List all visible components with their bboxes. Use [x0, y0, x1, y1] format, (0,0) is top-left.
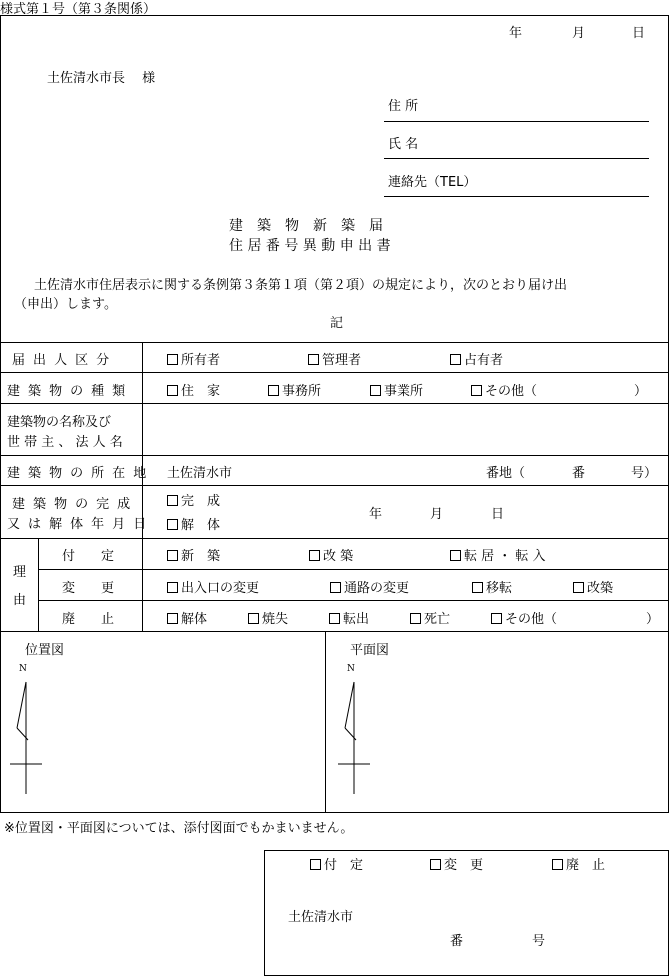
- checkbox-icon: [167, 582, 178, 593]
- applicant-address-label: 住 所: [388, 99, 419, 114]
- location-label: 建 築 物 の 所 在 地: [7, 466, 149, 481]
- checkbox-icon: [370, 385, 381, 396]
- office-ban: 番: [450, 934, 464, 949]
- checkbox-owner[interactable]: 所有者: [167, 349, 220, 368]
- checkbox-death[interactable]: 死亡: [410, 608, 450, 627]
- row-line-2: [0, 403, 669, 404]
- checkbox-icon: [410, 613, 421, 624]
- applicant-name-label: 氏 名: [388, 137, 419, 152]
- completion-label-1: 建 築 物 の 完 成: [12, 497, 133, 512]
- checkbox-residence[interactable]: 住 家: [167, 380, 220, 399]
- checkbox-path-change[interactable]: 通路の変更: [330, 577, 409, 596]
- table-bottom-line: [0, 631, 669, 632]
- checkbox-manager[interactable]: 管理者: [308, 349, 361, 368]
- checkbox-other-reason[interactable]: その他（: [491, 608, 557, 627]
- checkbox-icon: [491, 613, 502, 624]
- checkbox-icon: [309, 550, 320, 561]
- body-line1: 土佐清水市住居表示に関する条例第３条第１項（第２項）の規定により，次のとおり届け出: [34, 278, 568, 293]
- map-note: ※位置図・平面図については、添付図面でもかまいません。: [4, 821, 354, 836]
- checkbox-move-out[interactable]: 転出: [329, 608, 369, 627]
- checkbox-icon: [450, 354, 461, 365]
- location-map-label: 位置図: [25, 643, 65, 658]
- body-line2: （申出）します。: [14, 297, 117, 312]
- office-go: 号: [532, 934, 546, 949]
- north-arrow-icon: [336, 676, 372, 800]
- checkbox-occupant[interactable]: 占有者: [450, 349, 503, 368]
- reason-label-2: 由: [13, 593, 27, 608]
- checkbox-icon: [573, 582, 584, 593]
- floor-plan-label: 平面図: [350, 643, 390, 658]
- address-line: [384, 121, 649, 122]
- contact-line: [384, 196, 649, 197]
- notifier-type-label: 届 出 人 区 分: [12, 353, 112, 368]
- checkbox-icon: [167, 550, 178, 561]
- completion-month: 月: [430, 507, 444, 522]
- checkbox-icon: [167, 495, 178, 506]
- checkbox-move-in[interactable]: 転 居 ・ 転 入: [450, 545, 546, 564]
- location-city: 土佐清水市: [167, 466, 233, 481]
- checkbox-icon: [552, 859, 563, 870]
- checkbox-other-type[interactable]: その他（: [471, 380, 537, 399]
- north-arrow-icon: [8, 676, 44, 800]
- map-divider: [325, 631, 326, 813]
- location-ban: 番: [572, 466, 586, 481]
- reason-column-divider: [38, 538, 39, 631]
- building-name-label-1: 建築物の名称及び: [7, 415, 112, 430]
- row-line-6: [38, 569, 669, 570]
- row-line-1: [0, 372, 669, 373]
- table-top-line: [0, 342, 669, 343]
- checkbox-icon: [330, 582, 341, 593]
- checkbox-entrance-change[interactable]: 出入口の変更: [167, 577, 259, 596]
- completion-year: 年: [369, 507, 383, 522]
- checkbox-office-fuketei[interactable]: 付 定: [310, 854, 363, 873]
- label-column-divider: [142, 342, 143, 631]
- row-line-3: [0, 455, 669, 456]
- checkbox-icon: [472, 582, 483, 593]
- checkbox-icon: [308, 354, 319, 365]
- location-banchi: 番地（: [486, 466, 526, 481]
- other-reason-close-paren: ）: [646, 612, 660, 627]
- checkbox-completed[interactable]: 完 成: [167, 490, 220, 509]
- reason-label-1: 理: [13, 565, 27, 580]
- checkbox-icon: [167, 385, 178, 396]
- title-line1: 建 築 物 新 築 届: [229, 218, 383, 234]
- checkbox-demolition[interactable]: 解体: [167, 608, 207, 627]
- checkbox-office-henko[interactable]: 変 更: [430, 854, 483, 873]
- checkbox-renovation[interactable]: 改築: [573, 577, 613, 596]
- checkbox-icon: [329, 613, 340, 624]
- reason-fuketei-label: 付 定: [62, 549, 115, 564]
- checkbox-icon: [167, 354, 178, 365]
- checkbox-icon: [248, 613, 259, 624]
- checkbox-icon: [450, 550, 461, 561]
- building-type-label: 建 築 物 の 種 類: [7, 384, 128, 399]
- reason-henko-label: 変 更: [62, 581, 115, 596]
- checkbox-relocation[interactable]: 移転: [472, 577, 512, 596]
- date-month: 月: [572, 26, 586, 41]
- checkbox-icon: [268, 385, 279, 396]
- date-year: 年: [509, 26, 523, 41]
- checkbox-icon: [430, 859, 441, 870]
- checkbox-rebuild[interactable]: 改 築: [309, 545, 353, 564]
- checkbox-office-haishi[interactable]: 廃 止: [552, 854, 605, 873]
- checkbox-business[interactable]: 事業所: [370, 380, 423, 399]
- completion-label-2: 又 は 解 体 年 月 日: [7, 517, 149, 532]
- checkbox-new-build[interactable]: 新 築: [167, 545, 220, 564]
- checkbox-icon: [471, 385, 482, 396]
- checkbox-fire-loss[interactable]: 焼失: [248, 608, 288, 627]
- form-label: 様式第１号（第３条関係）: [0, 2, 157, 17]
- checkbox-icon: [167, 519, 178, 530]
- north-label-left: N: [19, 664, 27, 674]
- addressee: 土佐清水市長 様: [47, 71, 156, 86]
- checkbox-demolished[interactable]: 解 体: [167, 514, 220, 533]
- date-day: 日: [632, 26, 646, 41]
- location-go: 号）: [631, 466, 658, 481]
- applicant-contact-label: 連絡先（TEL）: [388, 175, 477, 190]
- north-label-right: N: [347, 664, 355, 674]
- checkbox-icon: [167, 613, 178, 624]
- title-line2: 住 居 番 号 異 動 申 出 書: [229, 238, 391, 254]
- completion-day: 日: [491, 507, 505, 522]
- checkbox-icon: [310, 859, 321, 870]
- name-line: [384, 158, 649, 159]
- other-type-close-paren: ）: [634, 384, 648, 399]
- row-line-7: [38, 600, 669, 601]
- row-line-5: [0, 538, 669, 539]
- row-line-4: [0, 485, 669, 486]
- ki-label: 記: [330, 316, 344, 331]
- office-city: 土佐清水市: [288, 910, 354, 925]
- checkbox-office[interactable]: 事務所: [268, 380, 321, 399]
- building-name-label-2: 世 帯 主 、 法 人 名: [7, 435, 123, 450]
- reason-haishi-label: 廃 止: [62, 612, 115, 627]
